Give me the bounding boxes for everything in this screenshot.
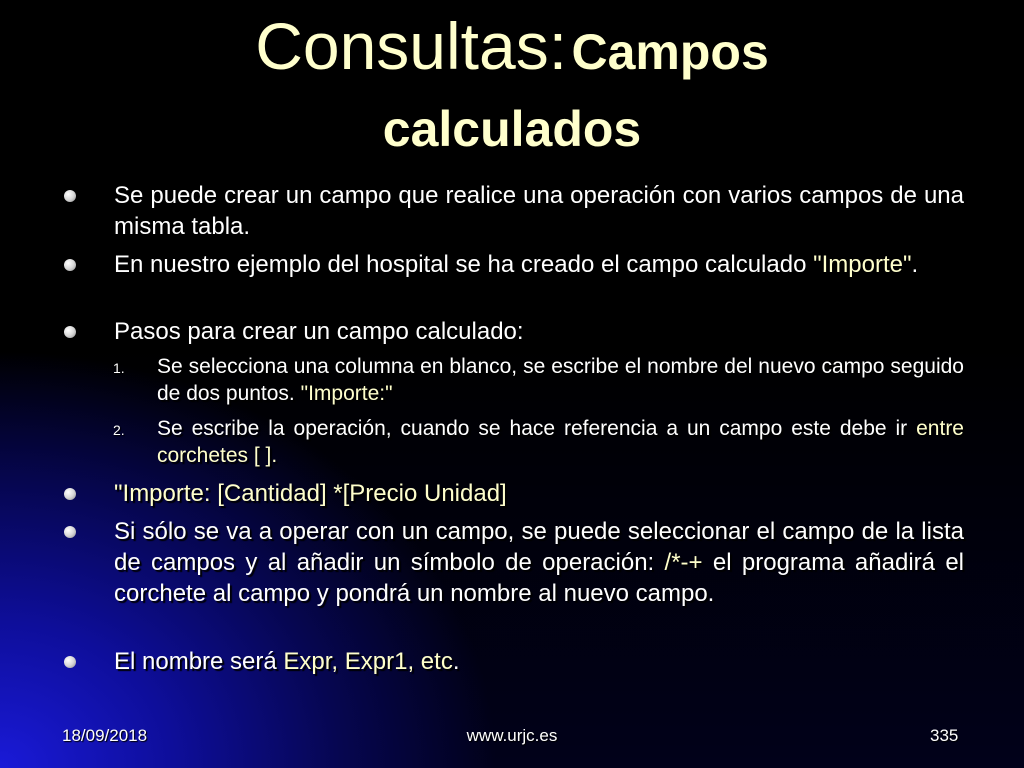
step-number-1: 1. bbox=[113, 360, 125, 376]
step-1-text: Se selecciona una columna en blanco, se escribe el nombre del nuevo campo seguido de dos puntos. bbox=[157, 355, 964, 405]
title-sub-2: calculados bbox=[382, 101, 642, 157]
bullet-5 bbox=[114, 516, 964, 609]
bullet-icon bbox=[64, 190, 76, 202]
bullet-6 bbox=[114, 646, 964, 677]
step-2 bbox=[157, 415, 964, 469]
bullet-6-text: El nombre será bbox=[114, 648, 284, 675]
bullet-3: Pasos para crear un campo calculado: bbox=[114, 318, 524, 345]
footer-date: 18/09/2018 bbox=[62, 726, 148, 745]
page-number: 335 bbox=[930, 726, 959, 745]
bullet-5-text: Si sólo se va a operar con un campo, se puede seleccionar el campo de la lista de campos y al añadir un símbolo de operación: bbox=[114, 518, 964, 576]
bullet-2 bbox=[114, 249, 964, 280]
bullet-5-highlight: /*-+ bbox=[664, 549, 703, 576]
bullet-icon bbox=[64, 259, 76, 271]
bullet-2-end: . bbox=[911, 251, 919, 278]
bullet-icon bbox=[64, 656, 76, 668]
step-1 bbox=[157, 353, 964, 407]
bullet-1: Se puede crear un campo que realice una operación con varios campos de una misma tabla. bbox=[114, 182, 964, 240]
step-2-highlight: entre corchetes [ ]. bbox=[157, 417, 964, 467]
bullet-icon bbox=[64, 488, 76, 500]
step-1-highlight: "Importe:" bbox=[300, 382, 393, 405]
bullet-icon bbox=[64, 526, 76, 538]
bullet-icon bbox=[64, 326, 76, 338]
step-2-text: Se escribe la operación, cuando se hace referencia a un campo este debe ir bbox=[157, 417, 917, 440]
title-sub-1: Campos bbox=[571, 24, 769, 80]
bullet-6-end: . bbox=[452, 648, 460, 675]
bullet-2-highlight: "Importe" bbox=[813, 251, 912, 278]
footer-url: www.urjc.es bbox=[466, 726, 558, 745]
bullet-5-end: el programa añadirá el corchete al campo y pondrá un nombre al nuevo campo. bbox=[114, 549, 964, 607]
step-number-2: 2. bbox=[113, 422, 125, 438]
bullet-4: "Importe: [Cantidad] *[Precio Unidad] bbox=[114, 480, 507, 507]
title-main: Consultas: bbox=[255, 9, 568, 83]
bullet-2-text: En nuestro ejemplo del hospital se ha creado el campo calculado bbox=[114, 251, 814, 278]
bullet-6-highlight: Expr, Expr1, etc bbox=[283, 648, 453, 675]
